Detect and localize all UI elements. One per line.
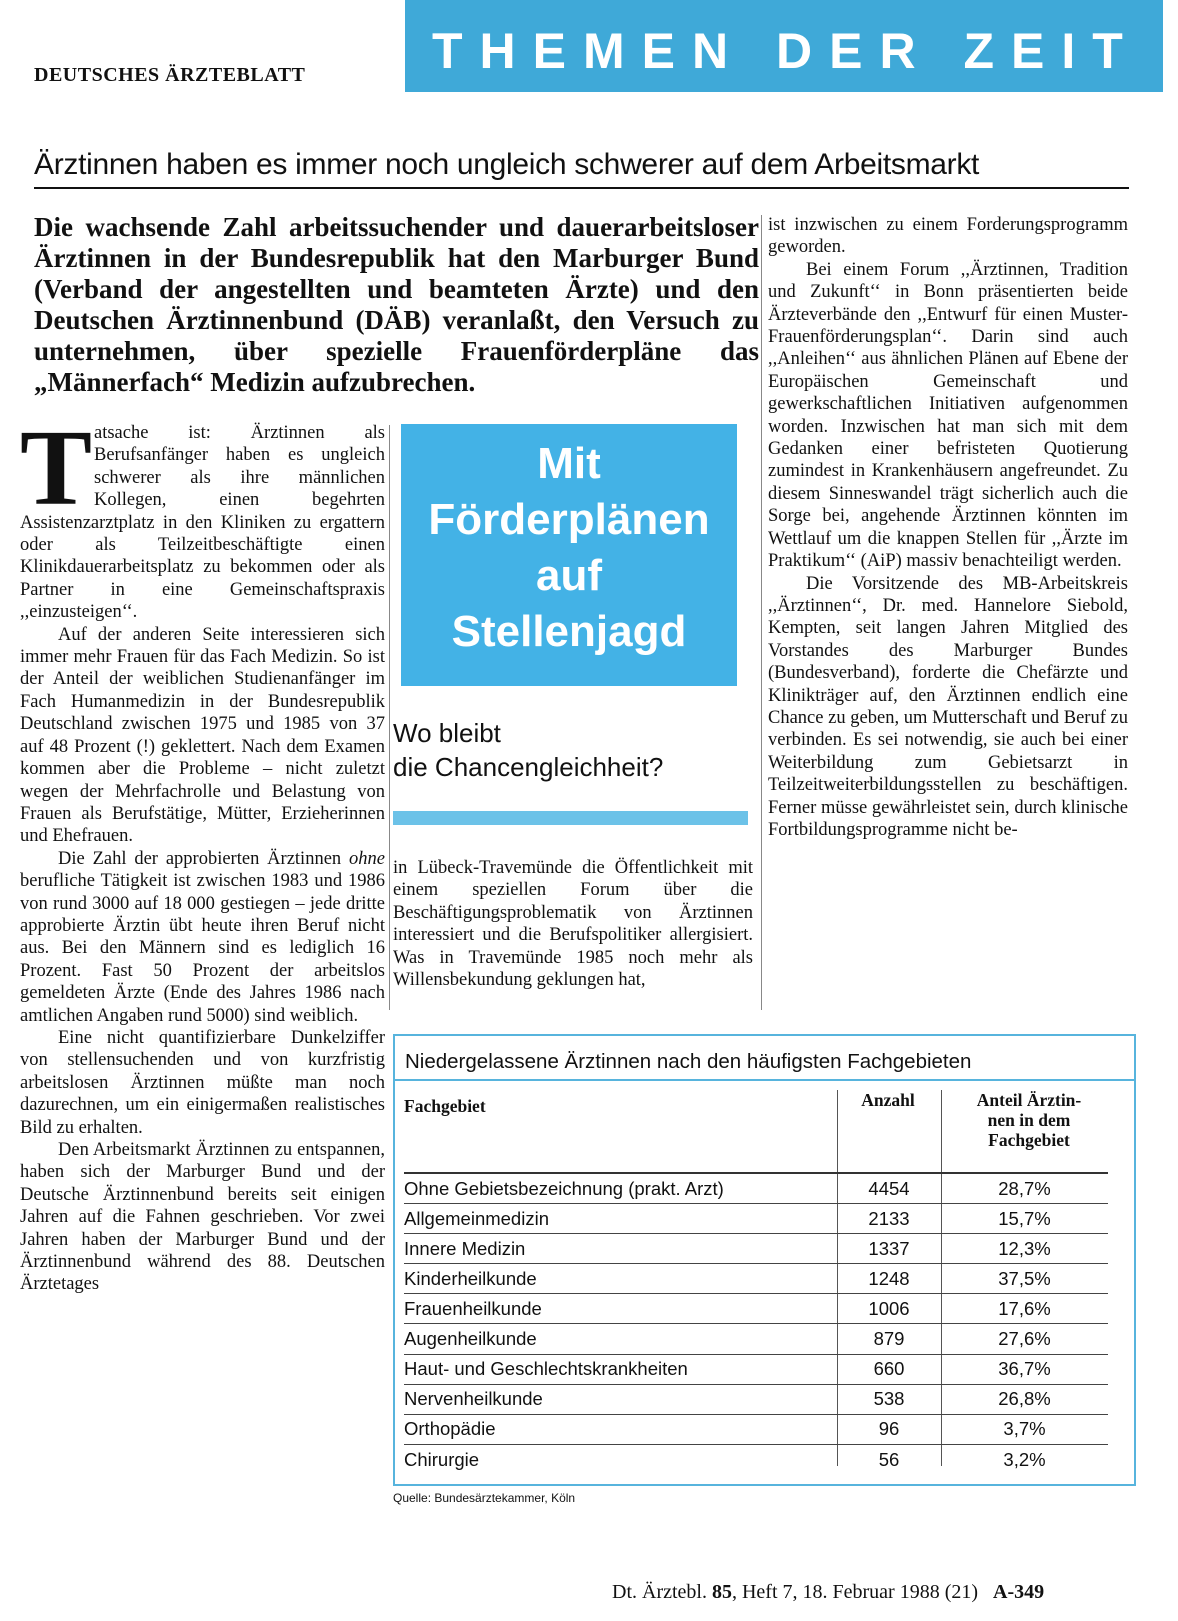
subheading	[393, 716, 753, 784]
cell-fachgebiet: Innere Medizin	[404, 1237, 526, 1259]
cell-anteil: 3,7%	[1003, 1418, 1046, 1440]
subheading-line: die Chancengleichheit?	[393, 752, 664, 782]
cell-anzahl: 879	[873, 1328, 905, 1350]
table-body	[404, 1174, 1108, 1475]
body-column-left	[20, 409, 385, 1296]
article-lead: Die wachsende Zahl arbeitssuchender und dauerarbeitsloser Ärztinnen in der Bundesrepublik hat den Marburger Bund (Verband der angestellten und beamteten Ärzte) und den Deutschen Ärztinnenbund (DÄB) veranlaßt, den Versuch zu unternehmen, über spezielle Frauenförderpläne das „Männerfach“ Medizin aufzubrechen.	[34, 212, 759, 397]
table-row	[404, 1264, 1108, 1294]
column-header-line: Anteil Ärztin-	[976, 1090, 1082, 1110]
cell-anteil: 17,6%	[998, 1297, 1051, 1319]
paragraph: Eine nicht quantifizierbare Dunkelziffer von stellensuchenden und von kurzfristig arbeitslosen Ärztinnen müßte man noch dazurechnen, um ein einigermaßen realistisches Bild zu erhalten.	[20, 1027, 385, 1138]
column-divider-right	[761, 215, 762, 1010]
column-header-fachgebiet: Fachgebiet	[404, 1096, 486, 1116]
drop-cap: T	[20, 409, 93, 528]
paragraph-text: atsache ist: Ärztinnen als Berufsanfänger haben es ungleich schwerer als ihre männlichen Kollegen, einen begehrten Assistenzarztplatz in den Kliniken zu ergattern oder als Teilzeitbeschäftigte einen Klinikdauerarbeitsplatz zu bekommen oder als Partner in eine Gemeinschaftspraxis ,,einzusteigen‘‘.	[20, 423, 385, 623]
cell-anzahl: 538	[873, 1388, 905, 1410]
cell-fachgebiet: Ohne Gebietsbezeichnung (prakt. Arzt)	[404, 1177, 724, 1199]
table-title: Niedergelassene Ärztinnen nach den häufigsten Fachgebieten	[405, 1050, 972, 1073]
table-row	[404, 1204, 1108, 1234]
table-row	[404, 1355, 1108, 1385]
cell-fachgebiet: Augenheilkunde	[404, 1328, 537, 1350]
promo-line: Förderplänen	[428, 495, 710, 544]
cell-anteil: 3,2%	[1003, 1448, 1046, 1470]
cell-fachgebiet: Orthopädie	[404, 1418, 496, 1440]
table-row	[404, 1234, 1108, 1264]
paragraph: Auf der anderen Seite interessieren sich immer mehr Frauen für das Fach Medizin. So ist der Anteil der weiblichen Studienanfänger im Fach Humanmedizin in der Bundesrepublik Deutschland zwischen 1975 und 1985 von 37 auf 48 Prozent (!) geklettert. Nach dem Examen kommen aber die Probleme – nicht zuletzt wegen der Mehrfachrolle und Belastung von Frauen als Berufstätige, Mütter, Erzieherinnen und Ehefrauen.	[20, 624, 385, 847]
promo-line: Stellenjagd	[451, 607, 687, 656]
cell-anteil: 12,3%	[998, 1237, 1051, 1259]
table-title-divider	[395, 1079, 1134, 1081]
promo-line: auf	[536, 551, 602, 600]
column-header-anteil	[954, 1090, 1104, 1150]
cell-anzahl: 1248	[868, 1267, 910, 1289]
subheading-stripe	[393, 811, 748, 825]
paragraph: Den Arbeitsmarkt Ärztinnen zu entspannen, haben sich der Marburger Bund und der Deutsche Ärztinnenbund bereits seit einigen Jahren auf die Fahnen geschrieben. Vor zwei Jahren haben der Marburger Bund und der Ärztinnenbund während des 88. Deutschen Ärztetages	[20, 1140, 385, 1295]
body-column-middle	[393, 857, 753, 991]
cell-fachgebiet: Kinderheilkunde	[404, 1267, 537, 1289]
footer-volume: 85	[711, 1581, 732, 1603]
body-column-right	[768, 214, 1128, 841]
table-row	[404, 1174, 1108, 1204]
table-source: Quelle: Bundesärztekammer, Köln	[393, 1491, 576, 1505]
promo-heading	[401, 436, 737, 660]
page-footer	[612, 1581, 1044, 1604]
cell-anteil: 27,6%	[998, 1328, 1051, 1350]
paragraph: Die Zahl der approbierten Ärztinnen ohne berufliche Tätigkeit ist zwischen 1983 und 1986 von rund 3000 auf 18 000 gestiegen – jede dritte approbierte Ärztin übt heute ihren Beruf nicht aus. Bei den Männern sind es lediglich 16 Prozent. Fast 50 Prozent der arbeitslos gemeldeten Ärzte (Ende des Jahres 1986 nach amtlichen Angaben rund 5000) sind weiblich.	[20, 848, 385, 1026]
cell-anzahl: 1337	[868, 1237, 910, 1259]
table-row	[404, 1415, 1108, 1445]
footer-page-number: A-349	[993, 1581, 1045, 1603]
cell-anteil: 26,8%	[998, 1388, 1051, 1410]
footer-issue: , Heft 7, 18. Februar 1988 (21)	[731, 1581, 979, 1603]
promo-line: Mit	[537, 439, 601, 488]
cell-fachgebiet: Haut- und Geschlechtskrankheiten	[404, 1358, 688, 1380]
column-divider-left	[389, 425, 390, 1010]
table-row	[404, 1324, 1108, 1354]
publication-name: DEUTSCHES ÄRZTEBLATT	[34, 64, 306, 86]
cell-fachgebiet: Allgemeinmedizin	[404, 1207, 549, 1229]
cell-anteil: 37,5%	[998, 1267, 1051, 1289]
cell-anzahl: 660	[873, 1358, 905, 1380]
cell-anzahl: 1006	[868, 1297, 910, 1319]
table-row	[404, 1294, 1108, 1324]
cell-fachgebiet: Frauenheilkunde	[404, 1297, 542, 1319]
cell-anteil: 36,7%	[998, 1358, 1051, 1380]
column-header-line: Fachgebiet	[988, 1130, 1070, 1150]
column-header-anzahl: Anzahl	[861, 1090, 915, 1110]
cell-anteil: 15,7%	[998, 1207, 1051, 1229]
cell-fachgebiet: Nervenheilkunde	[404, 1388, 543, 1410]
paragraph: ist inzwischen zu einem Forderungsprogramm geworden.	[768, 215, 1128, 258]
section-banner-text: THEMEN DER ZEIT	[432, 23, 1140, 79]
paragraph: Die Vorsitzende des MB-Arbeitskreis ,,Ärztinnen‘‘, Dr. med. Hannelore Siebold, Kempten, seit langen Jahren Mitglied des Vorstandes des Marburger Bundes (Bundesverband), forderte die Chefärzte und Klinikträger auf, den Ärztinnen endlich eine Chance zu geben, um Mutterschaft und Beruf zu verbinden. Es sei notwendig, sie auch bei einer Weiterbildung zum Gebietsarzt in Teilzeitweiterbildungsstellen zu beschäftigen. Ferner müsse gewährleistet sein, durch klinische Fortbildungsprogramme nicht be-	[768, 573, 1128, 840]
article-headline: Ärztinnen haben es immer noch ungleich schwerer auf dem Arbeitsmarkt	[34, 148, 980, 181]
cell-anzahl: 2133	[868, 1207, 910, 1229]
column-header-line: nen in dem	[987, 1110, 1071, 1130]
cell-anzahl: 96	[878, 1418, 900, 1440]
cell-fachgebiet: Chirurgie	[404, 1448, 480, 1470]
table-row	[404, 1445, 1108, 1475]
cell-anzahl: 56	[878, 1448, 900, 1470]
table-row	[404, 1385, 1108, 1415]
paragraph	[20, 409, 385, 624]
paragraph: in Lübeck-Travemünde die Öffentlichkeit mit einem speziellen Forum über die Beschäftigungsproblematik von Ärztinnen interessiert und die Berufspolitiker allergisiert. Was in Travemünde 1985 noch mehr als Willensbekundung geklungen hat,	[393, 858, 753, 991]
cell-anzahl: 4454	[868, 1177, 910, 1199]
footer-journal: Dt. Ärztebl.	[612, 1581, 712, 1603]
headline-rule	[34, 187, 1129, 189]
cell-anteil: 28,7%	[998, 1177, 1051, 1199]
paragraph: Bei einem Forum ,,Ärztinnen, Tradition und Zukunft‘‘ in Bonn präsentierten beide Ärzteverbände den ,,Entwurf für einen Muster-Frauenförderungsplan‘‘. Darin sind auch ,,Anleihen‘‘ aus ähnlichen Plänen auf Ebene der Europäischen Gemeinschaft und gewerkschaftlichen Initiativen aufgenommen worden. Inzwischen hat man sich mit dem Gedanken einer befristeten Quotierung zumindest in Krankenhäusern angefreundet. Zu diesem Sinneswandel trägt sicherlich auch die Sorge bei, angehende Ärztinnen könnten im Wettlauf um die knappen Stellen für ,,Ärzte im Praktikum‘‘ (AiP) massiv benachteiligt werden.	[768, 259, 1128, 572]
subheading-line: Wo bleibt	[393, 718, 501, 748]
